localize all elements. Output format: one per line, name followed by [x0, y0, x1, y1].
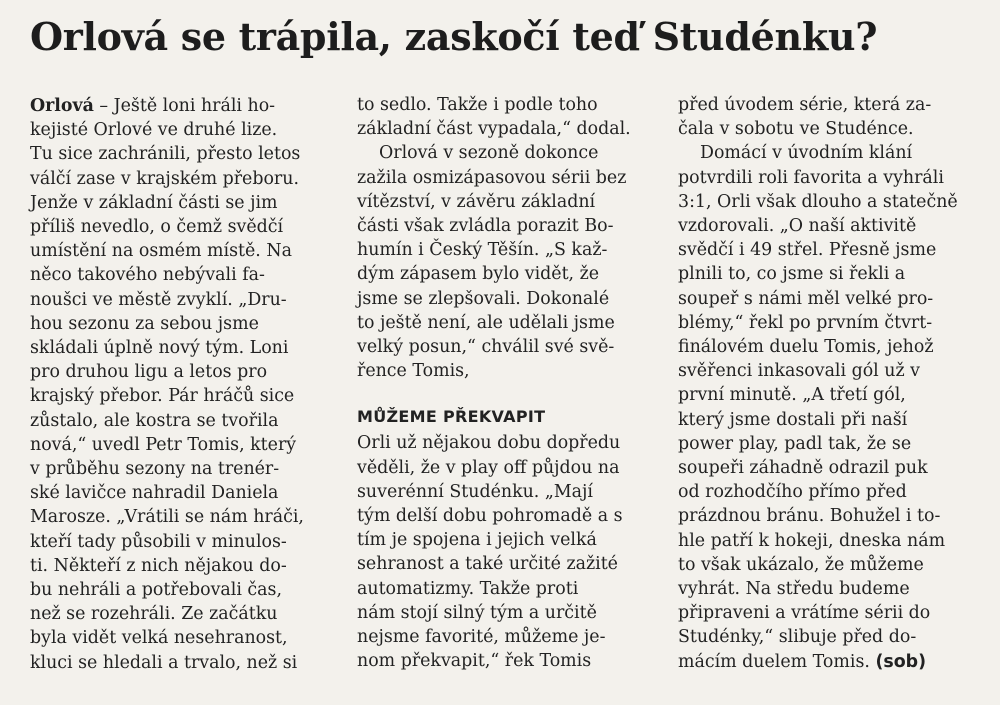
column-1	[30, 94, 340, 675]
dateline: Orlová	[30, 96, 94, 116]
paragraph-text: – Ještě loni hráli ho- kejisté Orlové ve druhé lize. Tu sice zachránili, přesto letos válčí zase v krajském přeboru. Jenže v základní části se jim příliš nevedlo, o čemž svědčí umístění na osmém místě. Na něco takového nebývali fa- noušci ve městě zvyklí. „Dru- hou sezonu za sebou jsme skládali úplně nový tým. Loni pro druhou ligu a letos pro krajský přebor. Pár hráčů sice zůstalo, ale kostra se tvořila nová,“ uvedl Petr Tomis, který v průběhu sezony na trenér- ské lavičce nahradil Daniela Marosze. „Vrátili se nám hráči, kteří tady působili v minulos- ti. Někteří z nich nějakou do- bu nehráli a potřebovali čas, než se rozehráli. Ze začátku byla vidět velká nesehranost, kluci se hledali a trvalo, než si	[30, 96, 304, 673]
author-signature: (sob)	[875, 651, 927, 672]
paragraph-text: Domácí v úvodním klání potvrdili roli favorita a vyhráli 3:1, Orli však dlouho a statečně vzdorovali. „O naší aktivitě svědčí i 49 střel. Přesně jsme plnili to, co jsme si řekli a soupeř s námi měl velké pro- blémy,“ řekl po prvním čtvrt- finálovém duelu Tomis, jehož svěřenci inkasovali gól už v první minutě. „A třetí gól, který jsme dostali při naší power play, padl tak, že se soupeři záhadně odrazil puk od rozhodčího přímo před prázdnou bránu. Bohužel i to- hle patří k hokeji, dneska nám to však ukázalo, že můžeme vyhrát. Na středu budeme připraveni a vrátíme sérii do Studénky,“ slibuje před do- mácím duelem Tomis.	[678, 143, 958, 672]
paragraph	[30, 94, 340, 675]
paragraph: to sedlo. Takže i podle toho základní část vypadala,“ dodal.	[357, 95, 631, 140]
paragraph: Orli už nějakou dobu dopředu věděli, že v play off půjdou na suverénní Studénku. „Mají tým delší dobu pohromadě a s tím je spojena i jejich velká sehranost a také určité zažité automatizmy. Takže proti nám stojí silný tým a určitě nejsme favorité, můžeme je- nom překvapit,“ řek Tomis	[357, 433, 623, 672]
paragraph	[678, 141, 990, 673]
column-3	[678, 93, 990, 674]
subheading: MŮŽEME PŘEKVAPIT	[357, 407, 546, 427]
paragraph: Orlová v sezoně dokonce zažila osmizápasovou sérii bez vítězství, v závěru základní části však zvládla porazit Bo- humín i Český Těšín. „S kaž- dým zápasem bylo vidět, že jsme se zlepšovali. Dokonalé to ještě není, ale udělali jsme velký posun,“ chválil své svě- řence Tomis,	[357, 143, 627, 382]
headline: Orlová se trápila, zaskočí teď Studénku?	[30, 14, 878, 59]
column-2	[357, 93, 663, 673]
paragraph: před úvodem série, která za- čala v sobotu ve Studénce.	[678, 95, 932, 140]
